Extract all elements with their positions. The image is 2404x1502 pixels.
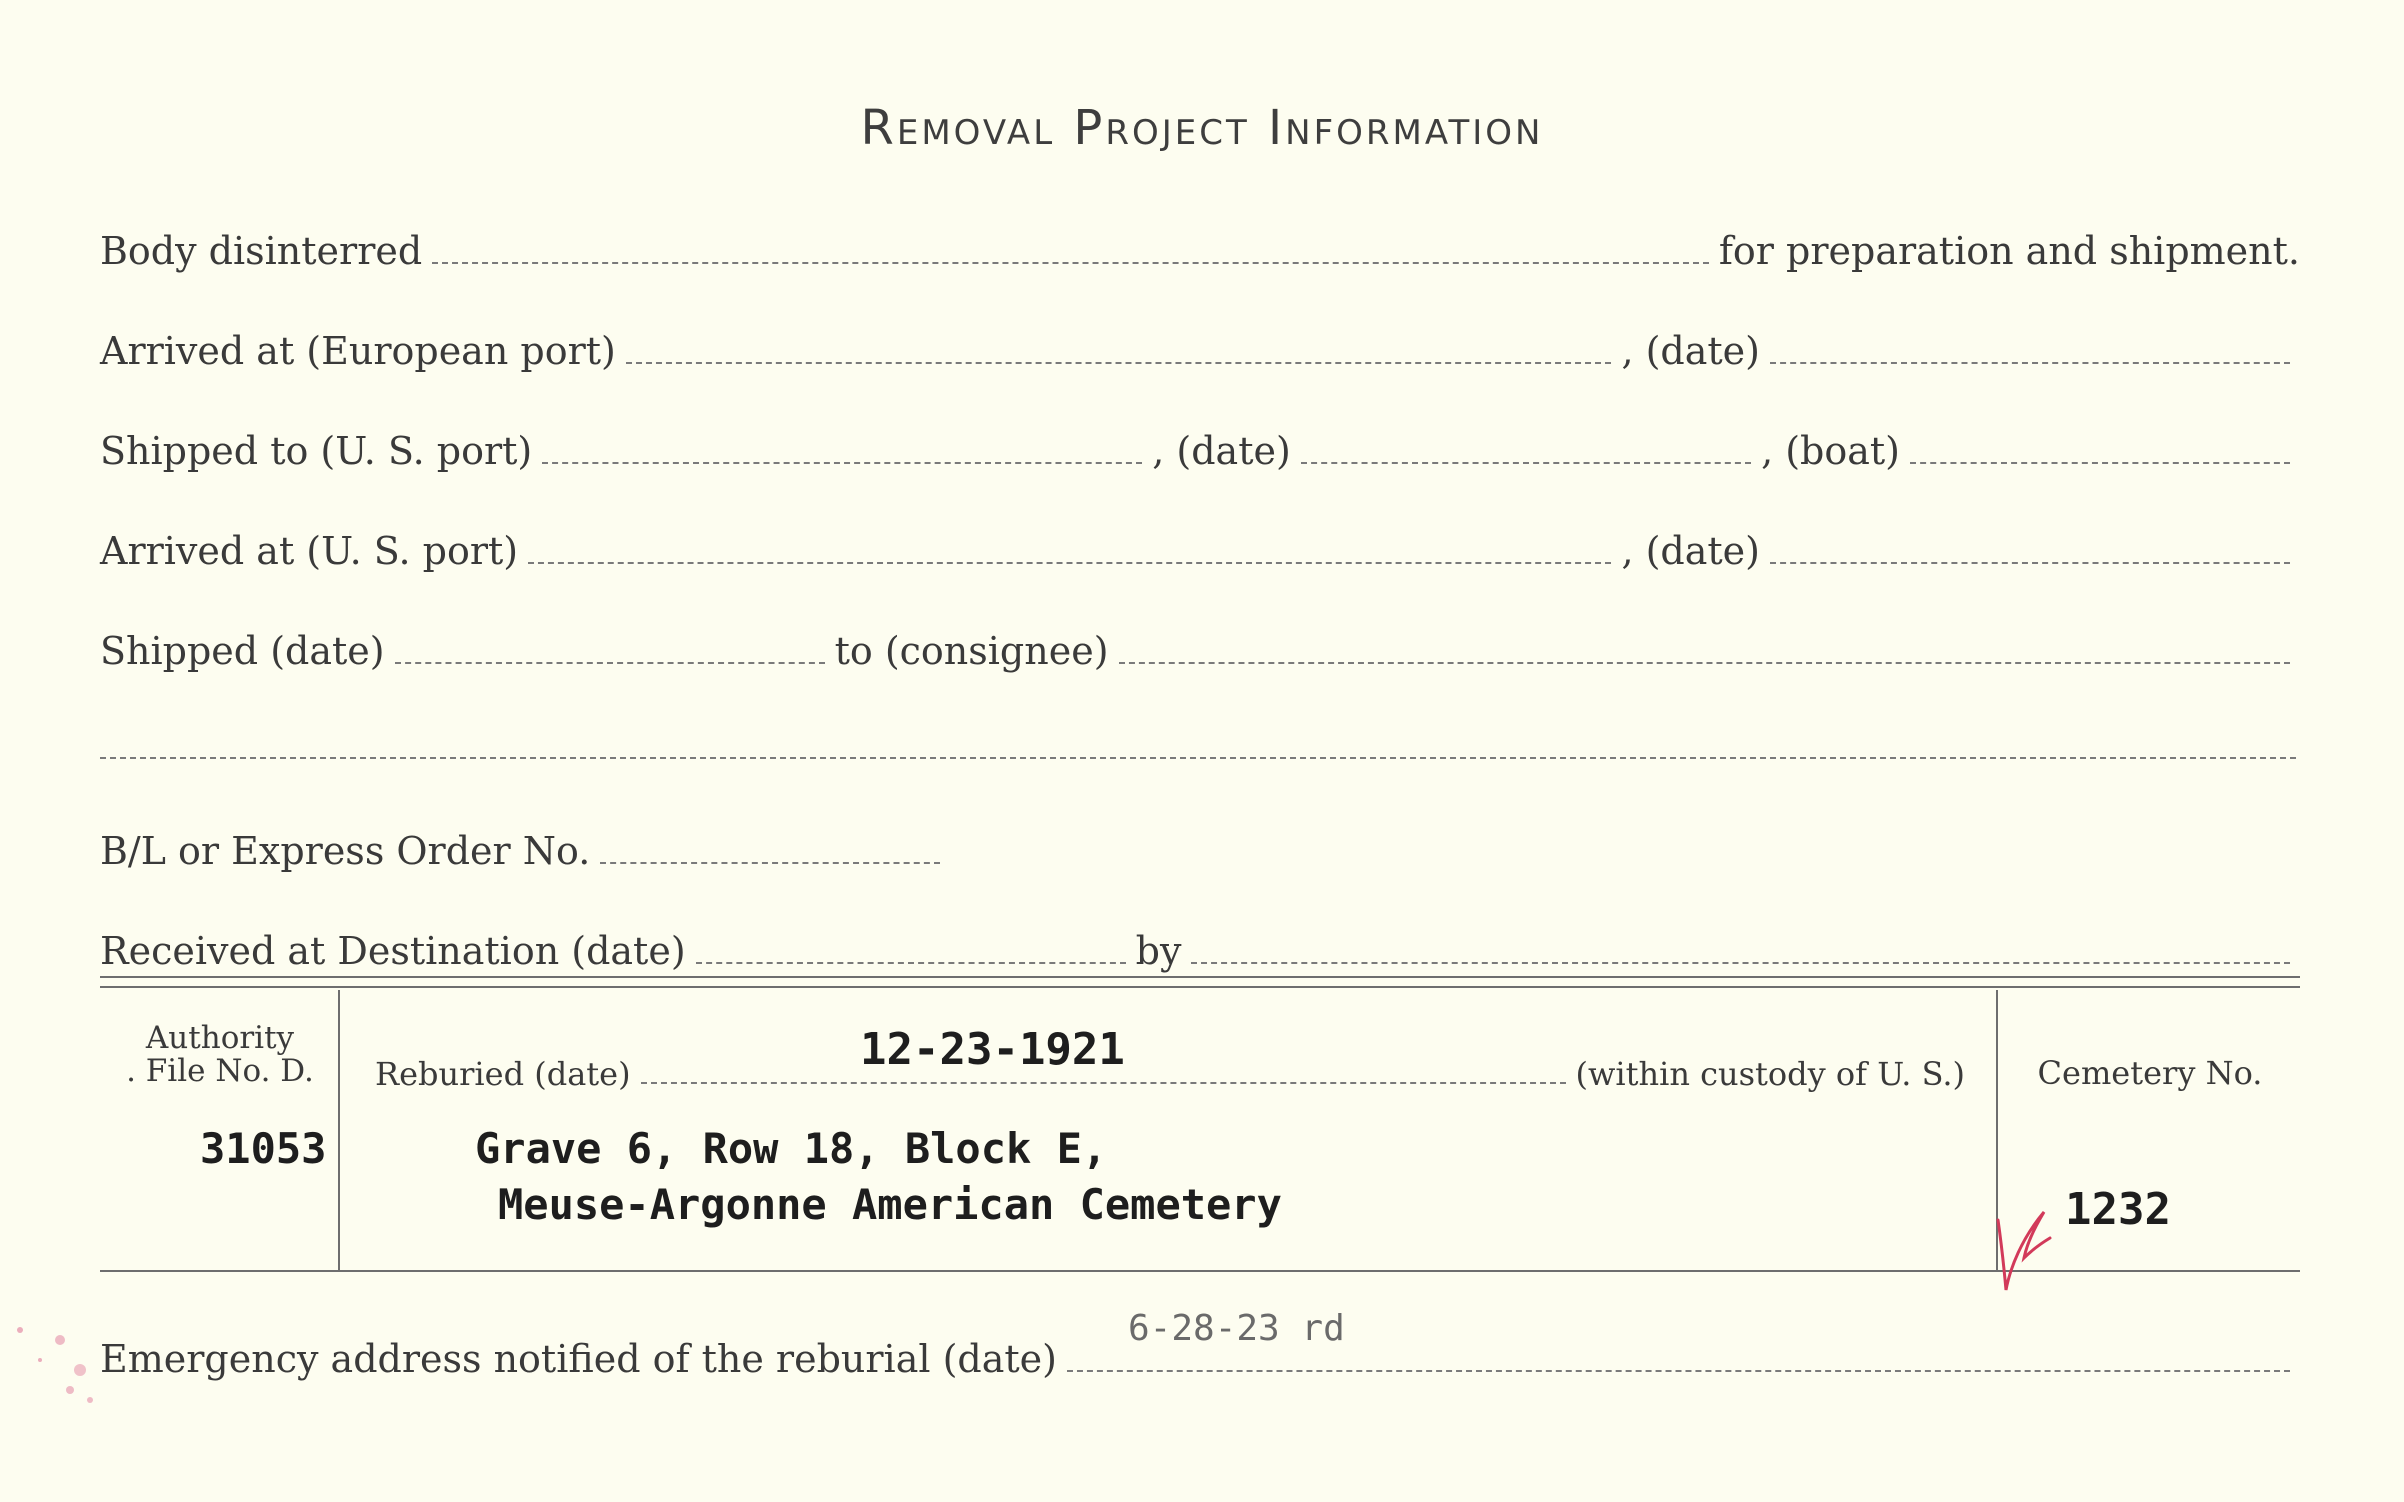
row-bl-order [100,810,1000,873]
consignee-field[interactable] [1119,662,2290,664]
reburied-date-value: 12-23-1921 [860,1024,1125,1075]
shipped-us-boat-field[interactable] [1910,462,2290,464]
custody-label: (within custody of U. S.) [1575,1055,1965,1093]
shipped-date-field[interactable] [395,662,825,664]
shipped-us-label: Shipped to (U. S. port) [100,429,533,473]
row-shipped-date [100,610,2300,673]
arrived-us-date-label: , (date) [1621,529,1760,573]
shipped-us-date-label: , (date) [1152,429,1291,473]
body-disinterred-field[interactable] [432,262,1709,264]
arrived-us-port-field[interactable] [528,562,1611,564]
arrived-us-label: Arrived at (U. S. port) [100,529,519,573]
section-bottom-line [100,1270,2300,1272]
red-stain-mark-icon [0,1300,120,1420]
shipped-us-date-field[interactable] [1301,462,1751,464]
column-divider-left [338,990,340,1270]
row-arrived-us [100,510,2300,573]
shipped-date-label: Shipped (date) [100,629,385,673]
cemetery-number-label: Cemetery No. [2037,1054,2263,1092]
shipped-us-boat-label: , (boat) [1761,429,1900,473]
row-body-disinterred [100,210,2300,273]
consignee-continuation-line[interactable] [100,757,2296,759]
bl-order-field[interactable] [600,862,940,864]
row-reburied [375,1030,1965,1093]
authority-label-line1: Authority [145,1020,295,1056]
row-received [100,910,2300,973]
emergency-date-value: 6-28-23 rd [1128,1308,1345,1349]
received-label: Received at Destination (date) [100,929,686,973]
emergency-label: Emergency address notified of the reburial (date) [100,1337,1057,1381]
arrived-european-date-field[interactable] [1770,362,2290,364]
grave-location-line1: Grave 6, Row 18, Block E, [475,1124,1108,1173]
received-date-field[interactable] [696,962,1126,964]
received-by-label: by [1135,929,1182,973]
row-arrived-european [100,310,2300,373]
authority-file-label [110,1022,330,1087]
body-disinterred-suffix: for preparation and shipment. [1718,229,2300,273]
consignee-label: to (consignee) [834,629,1109,673]
reburied-label: Reburied (date) [375,1055,631,1093]
arrived-european-label: Arrived at (European port) [100,329,616,373]
cemetery-number-value: 1232 [2065,1184,2171,1235]
red-checkmark-icon [1992,1198,2062,1298]
section-divider [100,976,2300,988]
bl-order-label: B/L or Express Order No. [100,829,591,873]
authority-file-number: 31053 [200,1124,327,1173]
arrived-us-date-field[interactable] [1770,562,2290,564]
card-title: Removal Project Information [860,100,1544,156]
row-shipped-us [100,410,2300,473]
body-disinterred-label: Body disinterred [100,229,423,273]
received-by-field[interactable] [1191,962,2290,964]
reburied-date-field[interactable] [641,1082,1566,1084]
grave-location-line2: Meuse-Argonne American Cemetery [498,1180,1282,1229]
authority-label-line2: . File No. D. [126,1052,314,1089]
arrived-european-port-field[interactable] [626,362,1612,364]
emergency-date-field[interactable] [1067,1370,2290,1372]
arrived-european-date-label: , (date) [1621,329,1760,373]
shipped-us-port-field[interactable] [542,462,1142,464]
